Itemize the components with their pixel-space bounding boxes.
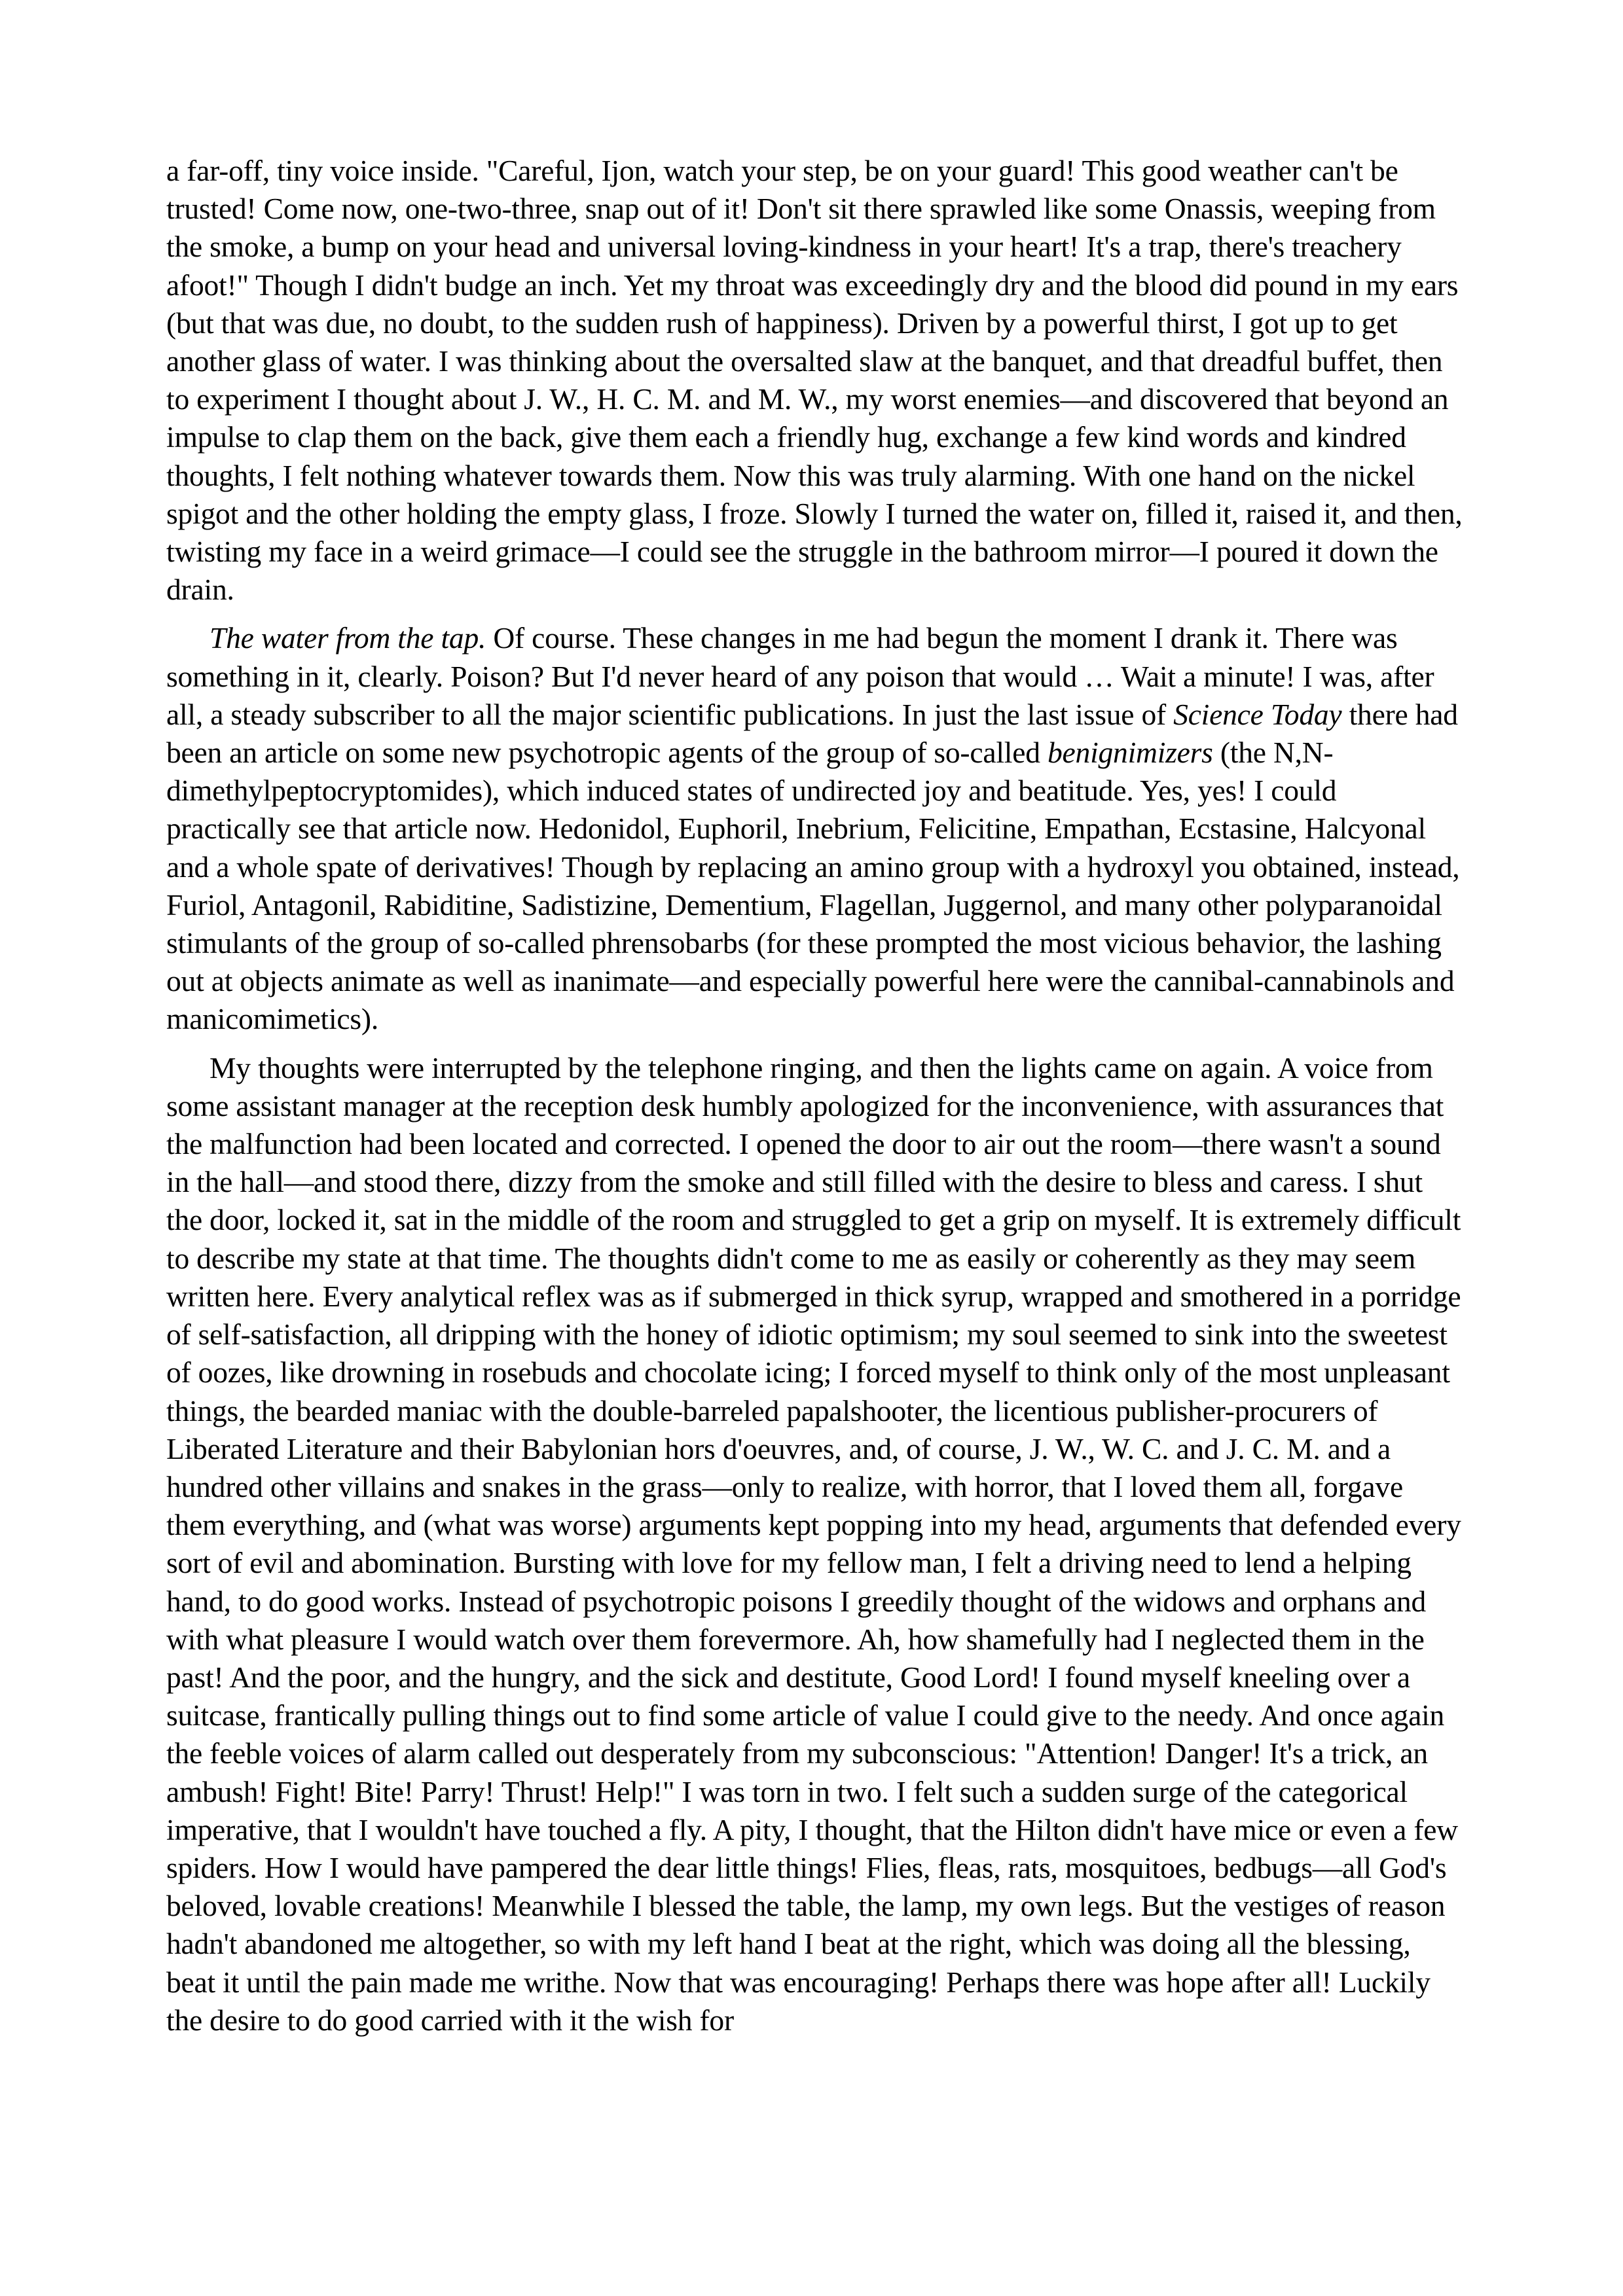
paragraph-3 xyxy=(166,1049,1466,2039)
paragraph-2-text-part-1: Of course. These changes in me had begun the moment I drank it. There was something in it, clearly. Poison? But I'd never heard of any poison that would … Wait a minute! I was, after all, a steady subscriber to all the major scientific publications. In just the last issue of xyxy=(166,621,1434,731)
paragraph-1-text: a far-off, tiny voice inside. "Careful, Ijon, watch your step, be on your guard! This good weather can't be trusted! Come now, one-two-three, snap out of it! Don't sit there sprawled like some Onassis, weeping from the smoke, a bump on your head and universal loving-kindness in your heart! It's a trap, there's treachery afoot!" Though I didn't budge an inch. Yet my throat was exceedingly dry and the blood did pound in my ears (but that was due, no doubt, to the sudden rush of happiness). Driven by a powerful thirst, I got up to get another glass of water. I was thinking about the oversalted slaw at the banquet, and that dreadful buffet, then to experiment I thought about J. W., H. C. M. and M. W., my worst enemies—and discovered that beyond an impulse to clap them on the back, give them each a friendly hug, exchange a few kind words and kindred thoughts, I felt nothing whatever towards them. Now this was truly alarming. With one hand on the nickel spigot and the other holding the empty glass, I froze. Slowly I turned the water on, filled it, raised it, and then, twisting my face in a weird grimace—I could see the struggle in the bathroom mirror—I poured it down the drain. xyxy=(166,154,1463,607)
paragraph-2 xyxy=(166,619,1466,1038)
paragraph-2-italic-phrase-science-today: Science Today xyxy=(1173,697,1342,731)
document-page xyxy=(166,152,1466,2050)
paragraph-2-italic-phrase-benignimizers: benignimizers xyxy=(1047,736,1213,770)
paragraph-2-italic-phrase-water-from-tap: The water from the tap. xyxy=(210,621,486,655)
paragraph-1 xyxy=(166,152,1466,609)
paragraph-2-text-part-3: (the N,N-dimethylpeptocryptomides), which induced states of undirected joy and beatitude. Yes, yes! I could practically see that article now. Hedonidol, Euphoril, Inebrium, Felicitine, Empathan, Ecstasine, Halcyonal and a whole spate of derivatives! Though by replacing an amino group with a hydroxyl you obtained, instead, Furiol, Antagonil, Rabiditine, Sadistizine, Dementium, Flagellan, Juggernol, and many other polyparanoidal stimulants of the group of so-called phrensobarbs (for these prompted the most vicious behavior, the lashing out at objects animate as well as inanimate—and especially powerful here were the cannibal-cannabinols and manicomimetics). xyxy=(166,736,1460,1036)
paragraph-2-text-part-2: there had been an article on some new psychotropic agents of the group of so-called xyxy=(166,697,1458,770)
paragraph-3-text: My thoughts were interrupted by the telephone ringing, and then the lights came on again. A voice from some assistant manager at the reception desk humbly apologized for the inconvenience, with assurances that the malfunction had been located and corrected. I opened the door to air out the room—there wasn't a sound in the hall—and stood there, dizzy from the smoke and still filled with the desire to bless and caress. I shut the door, locked it, sat in the middle of the room and struggled to get a grip on myself. It is extremely difficult to describe my state at that time. The thoughts didn't come to me as easily or coherently as they may seem written here. Every analytical reflex was as if submerged in thick syrup, wrapped and smothered in a porridge of self-satisfaction, all dripping with the honey of idiotic optimism; my soul seemed to sink into the sweetest of oozes, like drowning in rosebuds and chocolate icing; I forced myself to think only of the most unpleasant things, the bearded maniac with the double-barreled papalshooter, the licentious publisher-procurers of Liberated Literature and their Babylonian hors d'oeuvres, and, of course, J. W., W. C. and J. C. M. and a hundred other villains and snakes in the grass—only to realize, with horror, that I loved them all, forgave them everything, and (what was worse) arguments kept popping into my head, arguments that defended every sort of evil and abomination. Bursting with love for my fellow man, I felt a driving need to lend a helping hand, to do good works. Instead of psychotropic poisons I greedily thought of the widows and orphans and with what pleasure I would watch over them forevermore. Ah, how shamefully had I neglected them in the past! And the poor, and the hungry, and the sick and destitute, Good Lord! I found myself kneeling over a suitcase, frantically pulling things out to find some article of value I could give to the needy. And once again the feeble voices of alarm called out desperately from my subconscious: "Attention! Danger! It's a trick, an ambush! Fight! Bite! Parry! Thrust! Help!" I was torn in two. I felt such a sudden surge of the categorical imperative, that I wouldn't have touched a fly. A pity, I thought, that the Hilton didn't have mice or even a few spiders. How I would have pampered the dear little things! Flies, fleas, rats, mosquitoes, bedbugs—all God's beloved, lovable creations! Meanwhile I blessed the table, the lamp, my own legs. But the vestiges of reason hadn't abandoned me altogether, so with my left hand I beat at the right, which was doing all the blessing, beat it until the pain made me writhe. Now that was encouraging! Perhaps there was hope after all! Luckily the desire to do good carried with it the wish for xyxy=(166,1050,1461,2037)
